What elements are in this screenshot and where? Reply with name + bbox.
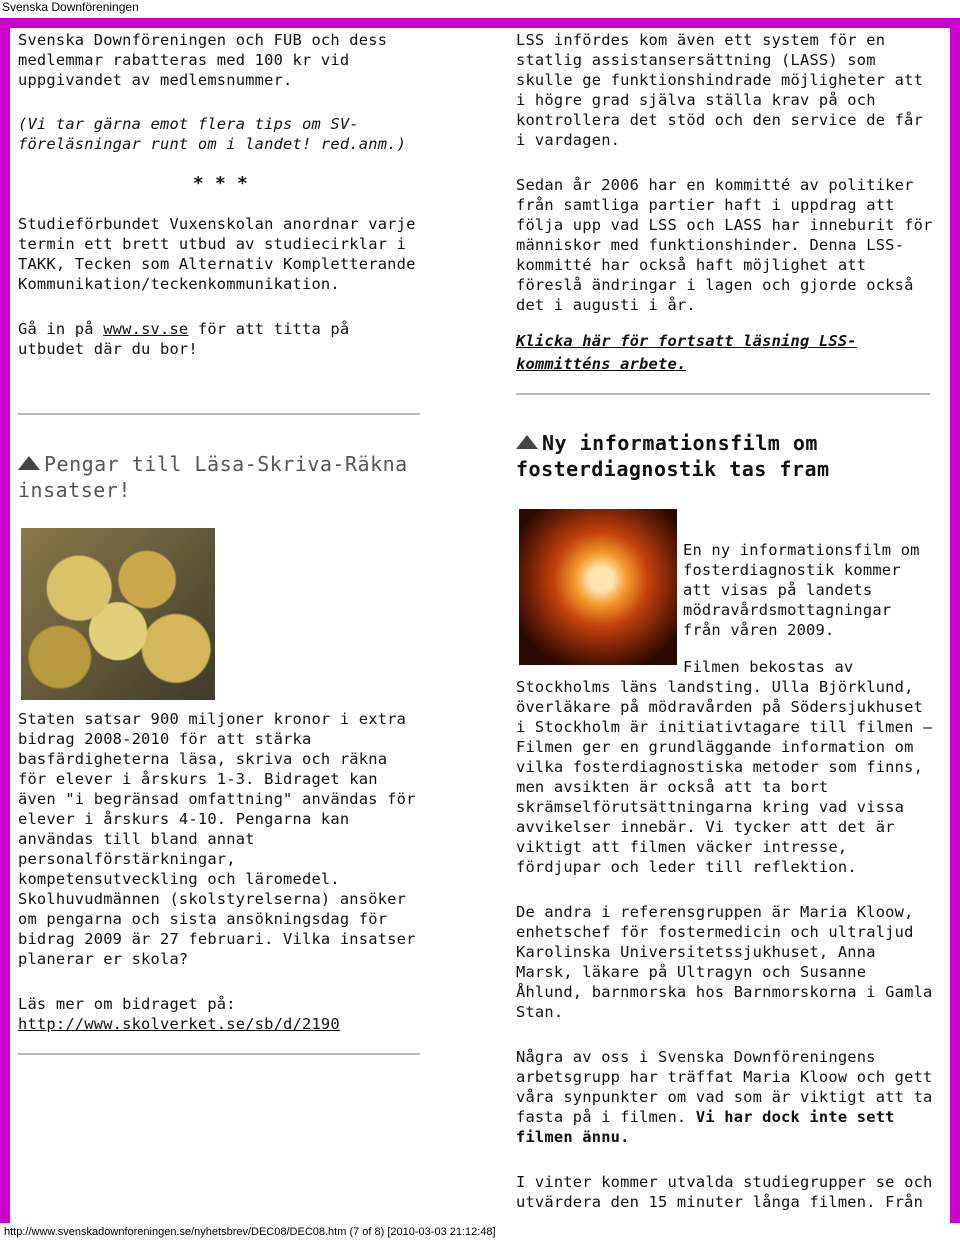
- film-financing-paragraph: Filmen bekostas av Stockholms läns landsting. Ulla Björklund, överläkare på mödravården på Södersjukhuset i Stockholm är initiativtagare till filmen – Filmen ger en grundläggande information om vilka fosterdiagnostiska metoder som finns, men avsikten är också att ta bort skrämselförutsättningarna kring vad vissa avvikelser innebär. Vi tycker att det är viktigt att filmen väcker intresse, fördjupar och leder till reflektion.: [516, 658, 933, 876]
- heading-fosterdiagnostik: [516, 430, 936, 482]
- page-footer: http://www.svenskadownforeningen.se/nyhetsbrev/DEC08/DEC08.htm (7 of 8) [2010-03-03 21:12:48]: [4, 1226, 496, 1238]
- stars-separator: * * *: [192, 173, 249, 194]
- heading-pengar: [18, 451, 428, 503]
- column-gutter: [440, 28, 500, 1223]
- left-column-bottom: [18, 709, 423, 1034]
- divider: [18, 1053, 420, 1055]
- bidrag-paragraph: Staten satsar 900 miljoner kronor i extra bidrag 2008-2010 för att stärka basfärdigheterna läsa, skriva och räkna för elever i årskurs 1-3. Bidraget kan även "i begränsad omfattning" användas för elever i årskurs 4-10. Pengarna kan användas till bland annat personalförstärkningar, kompetensutveckling och läromedel. Skolhuvudmännen (skolstyrelserna) ansöker om pengarna och sista ansökningsdag för bidrag 2009 är 27 februari. Vilka insatser planerar er skola?: [18, 710, 416, 968]
- link-prefix: Gå in på: [18, 320, 104, 338]
- sv-link[interactable]: www.sv.se: [103, 320, 189, 338]
- fub-paragraph: Svenska Downföreningen och FUB och dess medlemmar rabatteras med 100 kr vid uppgivandet av medlemsnummer.: [18, 31, 388, 89]
- up-triangle-icon[interactable]: [18, 456, 40, 470]
- coins-photo: [21, 528, 215, 700]
- vuxenskolan-paragraph: Studieförbundet Vuxenskolan anordnar varje termin ett brett utbud av studiecirklar i TAKK, Tecken som Alternativ Kompletterande Kommunikation/teckenkommunikation.: [18, 215, 416, 293]
- arbetsgrupp-paragraph: [516, 1047, 936, 1147]
- lass-paragraph: LSS infördes kom även ett system för en statlig assistansersättning (LASS) som skulle ge funktionshindrade möjligheter att i högre grad själva ställa krav på och kontrollera det stöd och den service de får i vardagen.: [516, 31, 924, 149]
- page-header: Svenska Downföreningen: [2, 0, 139, 14]
- right-column-top: [516, 30, 936, 376]
- tips-paragraph: (Vi tar gärna emot flera tips om SV-föreläsningar runt om i landet! red.anm.): [18, 115, 407, 153]
- vuxenskolan-link-paragraph: [18, 319, 423, 359]
- link-suffix: för att titta på utbudet där du bor!: [18, 320, 350, 358]
- frame-left-border: [0, 18, 10, 1223]
- studiegrupper-paragraph: I vinter kommer utvalda studiegrupper se och utvärdera den 15 minuter långa filmen. Från: [516, 1173, 933, 1211]
- up-triangle-icon[interactable]: [516, 435, 538, 449]
- fetus-photo: [519, 509, 677, 665]
- divider: [18, 413, 420, 415]
- arbetsgrupp-text: Några av oss i Svenska Downföreningens arbetsgrupp har träffat Maria Kloow och gett våra synpunkter om vad som är viktigt att ta fasta på i filmen.: [516, 1048, 933, 1126]
- arbetsgrupp-bold: Vi har dock inte sett filmen ännu.: [516, 1108, 895, 1146]
- right-column-bottom-2: [516, 902, 936, 1212]
- skolverket-prefix: Läs mer om bidraget på:: [18, 995, 236, 1013]
- heading-fosterdiagnostik-text: Ny informationsfilm om fosterdiagnostik tas fram: [516, 431, 830, 481]
- referensgrupp-paragraph: De andra i referensgruppen är Maria Kloow, enhetschef för fostermedicin och ultraljud Karolinska Universitetssjukhuset, Anna Marsk, läkare på Ultragyn och Susanne Åhlund, barnmorska hos Barnmorskorna i Gamla Stan.: [516, 903, 933, 1021]
- heading-pengar-text: Pengar till Läsa-Skriva-Räkna insatser!: [18, 452, 408, 502]
- frame-top-border: [0, 18, 960, 28]
- left-column-top: [18, 30, 423, 359]
- skolverket-paragraph: [18, 994, 423, 1034]
- lss-kommitte-paragraph: Sedan år 2006 har en kommitté av politiker från samtliga partier haft i uppdrag att följa upp vad LSS och LASS har inneburit för människor med funktionshinder. Denna LSS-kommitté har också haft möjlighet att föreslå ändringar i lagen och gjorde också det i augusti i år.: [516, 176, 933, 314]
- skolverket-link[interactable]: http://www.skolverket.se/sb/d/2190: [18, 1015, 340, 1033]
- film-intro-paragraph: En ny informationsfilm om fosterdiagnostik kommer att visas på landets mödravårdsmottagningar från våren 2009.: [683, 541, 920, 639]
- right-column-bottom: [516, 657, 936, 877]
- lss-read-more-link[interactable]: Klicka här för fortsatt läsning LSS-kommitténs arbete.: [516, 332, 857, 373]
- frame-right-border: [950, 18, 960, 1223]
- film-intro: [683, 540, 933, 640]
- divider: [516, 393, 930, 395]
